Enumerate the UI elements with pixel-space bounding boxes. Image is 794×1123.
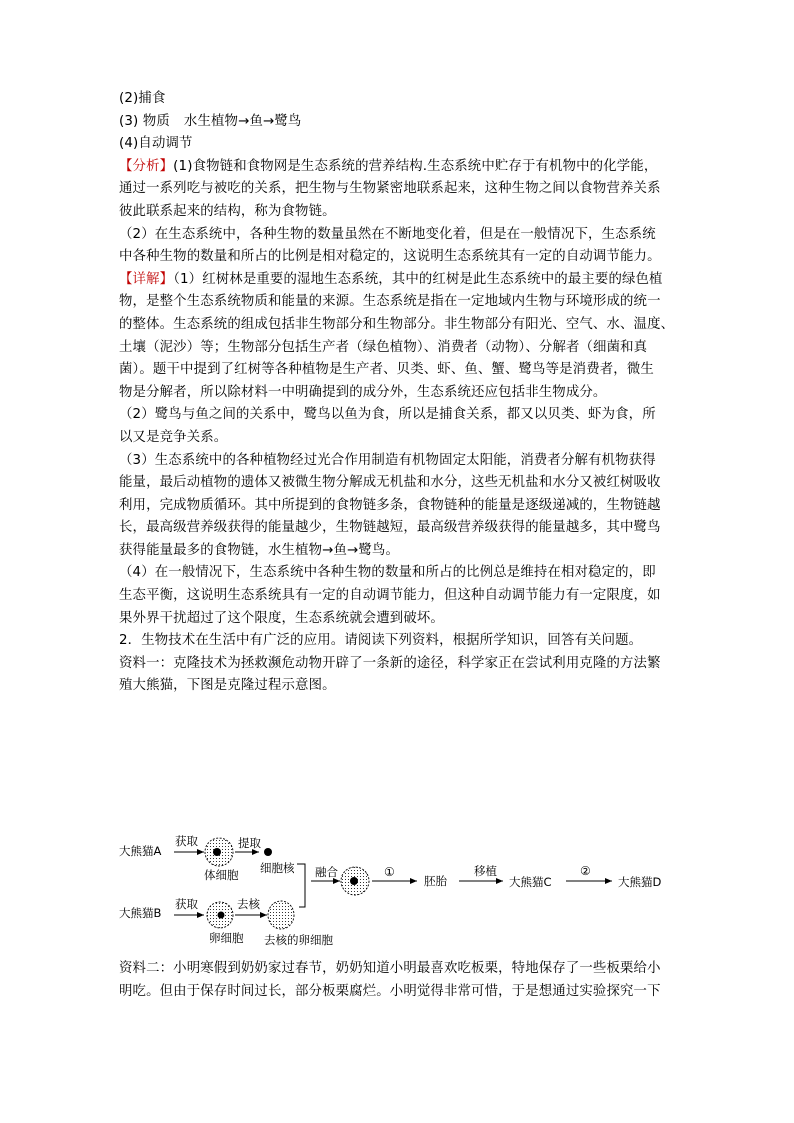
remove-nucleus-label: 去核: [237, 897, 260, 911]
step-2-label: ②: [580, 864, 591, 878]
explain-line-5: 菌）。题干中提到了红树等各种植物是生产者、贝类、虾、鱼、蟹、鹭鸟等是消费者，微生: [119, 362, 654, 378]
explain-line-12: 长，最高级营养级获得的能量越少，生物链越短，最高级营养级获得的能量越多，其中鹭鸟: [119, 520, 661, 536]
somatic-cell-label: 体细胞: [204, 868, 239, 882]
explain-line-6: 物是分解者，所以除材料一中明确提到的成分外，生态系统还应包括非生物成分。: [119, 384, 607, 400]
obtain-a-label: 获取: [175, 834, 198, 848]
analysis-line-1: 【分析】(1)食物链和食物网是生态系统的营养结构.生态系统中贮存于有机物中的化学能，: [119, 158, 658, 174]
panda-b-label: 大熊猫B: [119, 906, 162, 920]
extract-label: 提取: [238, 836, 261, 850]
analysis-tag: 【分析】: [119, 158, 174, 174]
material-2-line-1: 资料二：小明寒假到奶奶家过春节，奶奶知道小明最喜欢吃板栗，特地保存了一些板栗给小: [119, 961, 661, 976]
obtain-b-label: 获取: [175, 897, 198, 911]
analysis-line-2: 通过一系列吃与被吃的关系，把生物与生物紧密地联系起来，这种生物之间以食物营养关系: [119, 181, 661, 197]
fused-cell-icon: [341, 867, 369, 895]
explain-line-10: 能量，最后动植物的遗体又被微生物分解成无机盐和水分，这些无机盐和水分又被红树吸收: [119, 475, 661, 491]
explain-line-1: 【详解】（1）红树林是重要的湿地生态系统，其中的红树是此生态系统中的最主要的绿色植: [119, 271, 663, 287]
panda-c-label: 大熊猫C: [509, 875, 552, 889]
explain-line-9: （3）生态系统中的各种植物经过光合作用制造有机物固定太阳能，消费者分解有机物获得: [119, 452, 656, 468]
explain-line-3: 的整体。生态系统的组成包括非生物部分和生物部分。非生物部分有阳光、空气、水、温度、: [119, 316, 675, 332]
answer-3: [119, 111, 679, 134]
nucleus-label: 细胞核: [260, 861, 295, 875]
analysis-line-5: 中各种生物的数量和所占的比例是相对稳定的，这说明生态系统其有一定的自动调节能力。: [119, 249, 661, 265]
panda-a-label: 大熊猫A: [119, 844, 162, 858]
embryo-label: 胚胎: [424, 874, 447, 888]
transplant-label: 移植: [474, 864, 497, 878]
step-1-label: ①: [384, 865, 395, 879]
explain-line-13: 获得能量最多的食物链，水生植物→鱼→鹭鸟。: [119, 542, 400, 558]
nucleus-icon: [264, 848, 272, 856]
cloning-diagram: [119, 833, 679, 953]
explain-line-16: 果外界干扰超过了这个限度，生态系统就会遭到破坏。: [119, 610, 444, 626]
enucleated-egg-label: 去核的卵细胞: [264, 933, 333, 947]
somatic-cell-icon: [205, 838, 233, 866]
explain-line-4: 土壤（泥沙）等；生物部分包括生产者（绿色植物）、消费者（动物）、分解者（细菌和真: [119, 339, 648, 355]
answer-2: (2)捕食: [119, 91, 166, 106]
explain-line-7: （2）鹭鸟与鱼之间的关系中，鹭鸟以鱼为食，所以是捕食关系，都又以贝类、虾为食，所: [119, 407, 656, 423]
egg-cell-label: 卵细胞: [209, 931, 244, 945]
answer-3-chain: 水生植物→鱼→鹭鸟: [183, 113, 302, 129]
question-2-stem: 2．生物技术在生活中有广泛的应用。请阅读下列资料，根据所学知识，回答有关问题。: [119, 633, 643, 649]
enucleated-egg-icon: [268, 901, 294, 929]
cloning-diagram-svg: [119, 833, 679, 953]
material-1-line-1: 资料一：克隆技术为拯救濒危动物开辟了一条新的途径，科学家正在尝试利用克隆的方法繁: [119, 655, 661, 671]
explain-line-15: 生态平衡，这说明生态系统具有一定的自动调节能力，但这种自动调节能力有一定限度，如: [119, 588, 661, 604]
egg-cell-icon: [207, 902, 233, 928]
answer-4: (4)自动调节: [119, 136, 193, 152]
explain-line-8: 以又是竞争关系。: [119, 429, 228, 445]
fuse-label: 融合: [315, 865, 338, 879]
merge-bracket: [297, 864, 305, 907]
material-2: [119, 958, 679, 1003]
explain-line-14: （4）在一般情况下，生态系统中各种生物的数量和所占的比例总是维持在相对稳定的，即: [119, 565, 656, 581]
answer-page: [119, 88, 679, 698]
answer-3-label: (3) 物质: [119, 113, 170, 129]
explain-line-2: 物，是整个生态系统物质和能量的来源。生态系统是指在一定地域内生物与环境形成的统一: [119, 294, 661, 310]
material-2-line-2: 明吃。但由于保存时间过长，部分板栗腐烂。小明觉得非常可惜，于是想通过实验探究一下: [119, 983, 661, 999]
material-1-line-2: 殖大熊猫，下图是克隆过程示意图。: [119, 678, 336, 694]
analysis-line-4: （2）在生态系统中，各种生物的数量虽然在不断地变化着，但是在一般情况下，生态系统: [119, 226, 656, 242]
explain-line-11: 利用，完成物质循环。其中所提到的食物链多条，食物链种的能量是逐级递减的，生物链越: [119, 497, 661, 513]
analysis-line-3: 彼此联系起来的结构，称为食物链。: [119, 203, 336, 219]
panda-d-label: 大熊猫D: [618, 875, 662, 889]
explain-tag: 【详解】: [119, 271, 174, 287]
